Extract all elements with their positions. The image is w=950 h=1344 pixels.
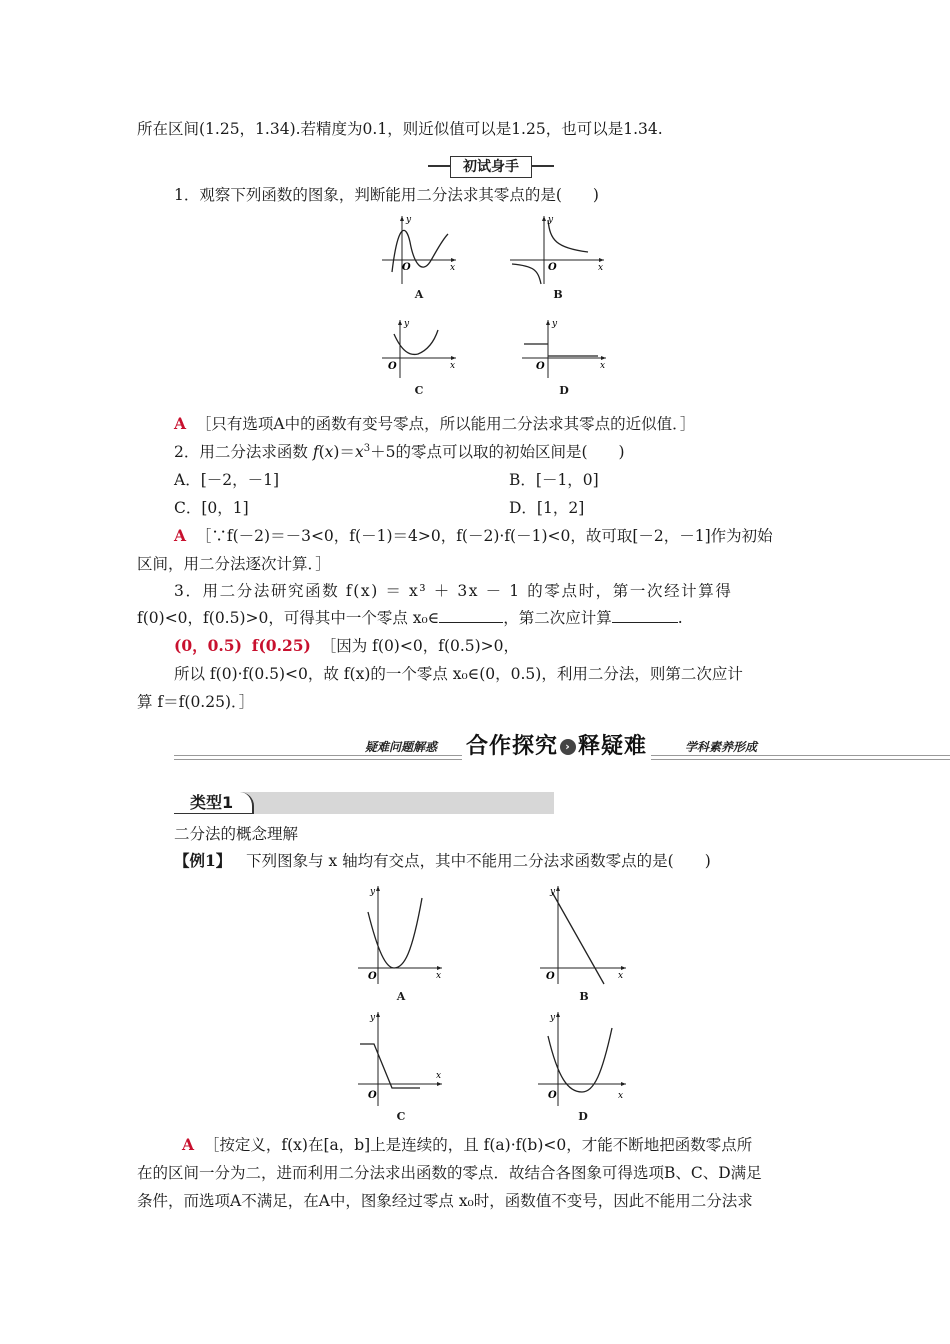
ex1-graph-a-label: A — [396, 990, 406, 1003]
q3-line5: 算 f＝f(0.25)．］ — [137, 693, 255, 711]
q3-answer — [174, 635, 519, 657]
section-badge-label: 初试身手 — [450, 156, 532, 178]
example1-question — [174, 850, 711, 872]
q3-blank-1 — [439, 608, 503, 623]
ex1-answer — [182, 1134, 752, 1156]
q3-answer-1: (0，0.5) — [174, 636, 242, 655]
q1-question: 1．观察下列函数的图象，判断能用二分法求其零点的是( ) — [174, 186, 599, 204]
q2-stem-a: 2．用二分法求函数 — [174, 443, 308, 461]
svg-text:y: y — [552, 319, 558, 329]
banner-title-2: 释疑难 — [578, 734, 648, 759]
q3-line2-a: f(0)<0，f(0.5)>0，可得其中一个零点 x₀∈ — [137, 609, 440, 627]
chevron-right-icon: › — [560, 739, 576, 755]
svg-text:x: x — [450, 263, 456, 273]
q2-answer-line2: 区间，用二分法逐次计算．］ — [137, 555, 331, 573]
q3-line2-c: . — [677, 609, 683, 627]
q3-line2 — [137, 607, 683, 629]
q3-blank-2 — [612, 608, 678, 623]
q2-answer-letter: A — [174, 526, 187, 545]
q2-question: 2．用二分法求函数 $f(x)=x^3+5$的零点可以取的初始区间是( ) — [174, 442, 625, 461]
q1-graph-b-label: B — [553, 288, 563, 301]
q3-line2-b: ，第二次应计算 — [503, 609, 612, 627]
q2-option-c: C．[0，1] — [174, 499, 249, 517]
q1-graph-a-label: A — [414, 288, 424, 301]
q1-graph-c — [378, 316, 460, 398]
ex1-answer-line2: 在的区间一分为二，进而利用二分法求出函数的零点．故结合各图象可得选项B、C、D满足 — [137, 1164, 762, 1182]
svg-text:x: x — [436, 1071, 442, 1081]
section-badge — [428, 154, 554, 178]
svg-text:O: O — [548, 1090, 557, 1101]
section-banner — [174, 729, 950, 761]
banner-right-text: 学科素养形成 — [682, 738, 760, 755]
q1-graph-c-label: C — [414, 384, 424, 397]
q1-graph-d-label: D — [559, 384, 569, 397]
banner-title-1: 合作探究 — [466, 734, 559, 759]
q2-stem-b: 的零点可以取的初始区间是( ) — [395, 443, 625, 461]
svg-text:x: x — [618, 971, 624, 981]
ex1-graph-d — [536, 1008, 630, 1128]
q2-option-b: B．[－1，0] — [509, 471, 599, 489]
ex1-graph-b — [538, 882, 630, 1004]
example1-text: 下列图象与 x 轴均有交点，其中不能用二分法求函数零点的是( ) — [246, 852, 711, 870]
banner-left-text: 疑难问题解惑 — [362, 738, 440, 755]
ex1-graph-b-label: B — [579, 990, 589, 1003]
ex1-answer-line3: 条件，而选项A不满足，在A中，图象经过零点 x₀时，函数值不变号，因此不能用二分法求 — [137, 1192, 753, 1210]
q1-graph-b — [508, 212, 608, 304]
banner-title — [462, 729, 651, 760]
svg-text:x: x — [450, 361, 456, 371]
type1-title: 二分法的概念理解 — [174, 825, 299, 843]
type-tag: 类型1 — [174, 792, 254, 814]
svg-text:y: y — [550, 1013, 556, 1023]
q2-answer — [174, 525, 773, 547]
svg-text:O: O — [548, 262, 557, 273]
q2-option-d: D．[1，2] — [509, 499, 585, 517]
svg-text:O: O — [388, 361, 397, 372]
q1-answer-letter: A — [174, 414, 187, 433]
ex1-graph-a — [356, 882, 446, 1004]
svg-text:y: y — [370, 887, 376, 897]
ex1-answer-line1: ［按定义，f(x)在[a，b]上是连续的，且 f(a)·f(b)<0，才能不断地把函数零点所 — [203, 1136, 753, 1154]
svg-text:O: O — [546, 971, 555, 982]
svg-text:x: x — [598, 263, 604, 273]
q1-graph-d — [518, 316, 610, 398]
q3-line1: 3．用二分法研究函数 f(x) ＝ x³ ＋ 3x － 1 的零点时，第一次经计算得 — [174, 582, 733, 600]
ex1-graph-c-label: C — [396, 1110, 406, 1123]
svg-text:O: O — [402, 262, 411, 273]
text-line-top: 所在区间(1.25，1.34).若精度为0.1，则近似值可以是1.25，也可以是1.34. — [137, 120, 663, 138]
svg-text:O: O — [536, 361, 545, 372]
svg-text:x: x — [600, 361, 606, 371]
svg-text:y: y — [406, 215, 412, 225]
svg-text:y: y — [550, 887, 556, 897]
q2-answer-line1: ［∵f(－2)＝－3<0，f(－1)＝4>0，f(－2)·f(－1)<0，故可取[－2，－1]作为初始 — [195, 527, 773, 545]
svg-text:y: y — [548, 215, 554, 225]
q3-line4: 所以 f(0)·f(0.5)<0，故 f(x)的一个零点 x₀∈(0，0.5)，利用二分法，则第二次应计 — [174, 665, 743, 683]
q1-graph-a — [378, 212, 460, 304]
q2-option-a: A．[－2，－1] — [174, 471, 280, 489]
svg-text:O: O — [368, 1090, 377, 1101]
svg-text:y: y — [404, 319, 410, 329]
type-bar — [174, 792, 554, 814]
q1-answer-text: ［只有选项A中的函数有变号零点，所以能用二分法求其零点的近似值．］ — [195, 415, 696, 433]
svg-text:y: y — [370, 1013, 376, 1023]
svg-text:x: x — [618, 1091, 624, 1101]
ex1-graph-c — [356, 1008, 446, 1128]
q3-answer-rest: ［因为 f(0)<0，f(0.5)>0， — [320, 637, 520, 655]
ex1-answer-letter: A — [182, 1135, 195, 1154]
q1-answer — [174, 413, 695, 435]
ex1-graph-d-label: D — [578, 1110, 588, 1123]
example1-label: 【例1】 — [174, 851, 232, 870]
svg-text:x: x — [436, 971, 442, 981]
q3-answer-2: f(0.25) — [251, 636, 311, 655]
svg-text:O: O — [368, 971, 377, 982]
